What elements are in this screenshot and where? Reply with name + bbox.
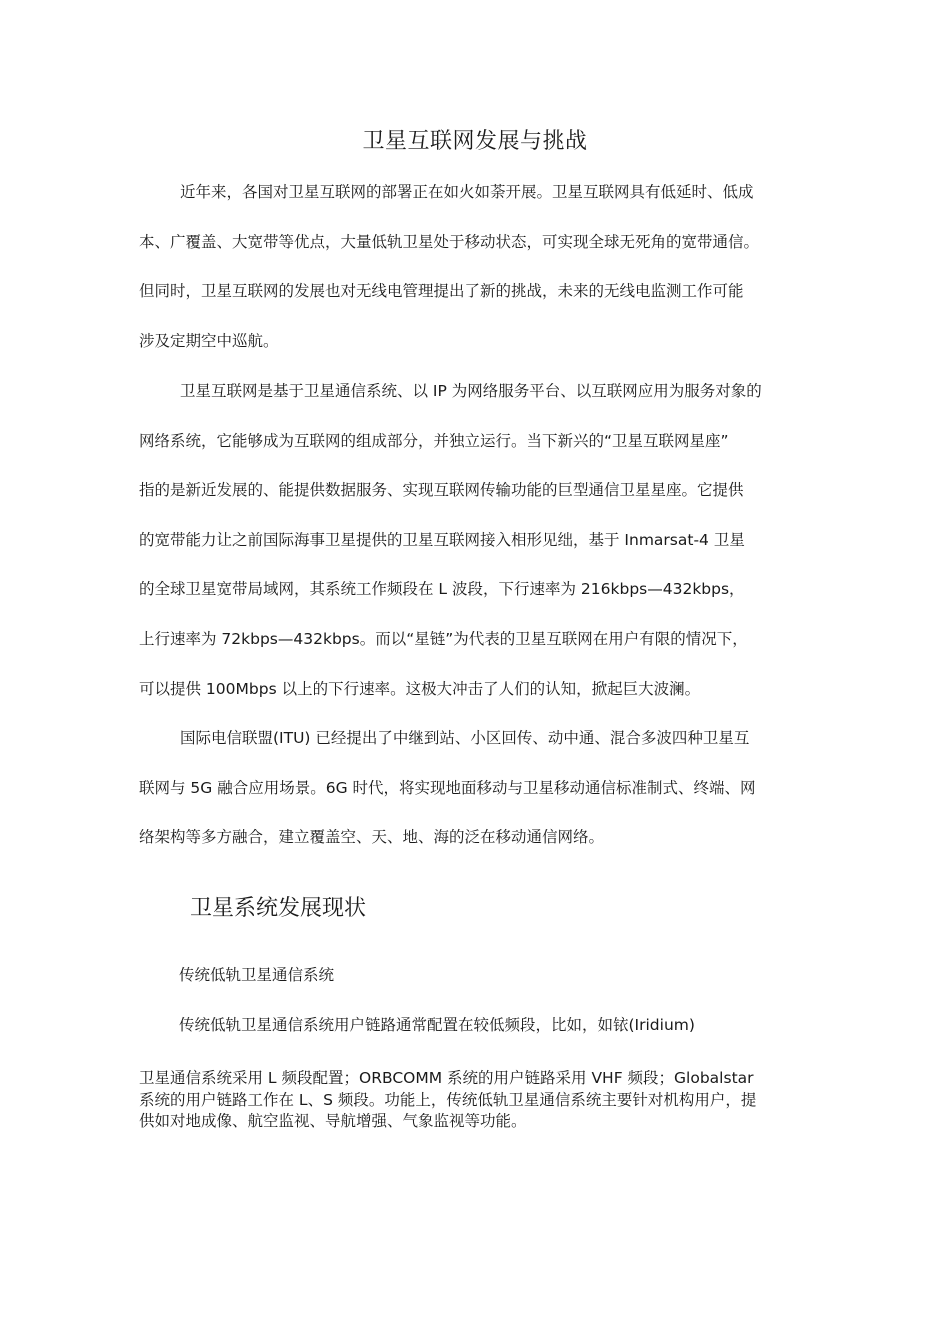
paragraph-line: 联网与 5G 融合应用场景。6G 时代，将实现地面移动与卫星移动通信标准制式、终端、网 bbox=[139, 778, 756, 797]
paragraph-line: 上行速率为 72kbps—432kbps。而以“星链”为代表的卫星互联网在用户有限的情况下， bbox=[139, 629, 748, 648]
intro-paragraph bbox=[139, 168, 829, 366]
section-heading: 卫星系统发展现状 bbox=[190, 896, 367, 921]
paragraph-line: 近年来，各国对卫星互联网的部署正在如火如荼开展。卫星互联网具有低延时、低成 bbox=[180, 183, 754, 201]
paragraph-line: 卫星互联网是基于卫星通信系统、以 IP 为网络服务平台、以互联网应用为服务对象的 bbox=[180, 382, 762, 400]
paragraph-line: 涉及定期空中巡航。 bbox=[139, 331, 279, 350]
paragraph-line: 但同时，卫星互联网的发展也对无线电管理提出了新的挑战，未来的无线电监测工作可能 bbox=[139, 282, 744, 301]
paragraph-line: 国际电信联盟(ITU) 已经提出了中继到站、小区回传、动中通、混合多波四种卫星互 bbox=[180, 729, 750, 747]
paragraph-line: 指的是新近发展的、能提供数据服务、实现互联网传输功能的巨型通信卫星星座。它提供 bbox=[139, 481, 744, 500]
section-paragraph bbox=[139, 1068, 819, 1133]
paragraph-line: 的宽带能力让之前国际海事卫星提供的卫星互联网接入相形见绌，基于 Inmarsat-4 卫星 bbox=[139, 530, 745, 549]
paragraph-line: 可以提供 100Mbps 以上的下行速率。这极大冲击了人们的认知，掀起巨大波澜。 bbox=[139, 679, 701, 698]
page-title: 卫星互联网发展与挑战 bbox=[362, 129, 588, 154]
paragraph-line: 网络系统，它能够成为互联网的组成部分，并独立运行。当下新兴的“卫星互联网星座” bbox=[139, 431, 729, 450]
paragraph-line: 络架构等多方融合，建立覆盖空、天、地、海的泛在移动通信网络。 bbox=[139, 828, 605, 847]
definition-paragraph bbox=[139, 367, 829, 714]
paragraph-line: 的全球卫星宽带局域网，其系统工作频段在 L 波段，下行速率为 216kbps—432kbps， bbox=[139, 580, 745, 599]
itu-paragraph bbox=[139, 714, 829, 863]
paragraph-line: 供如对地成像、航空监视、导航增强、气象监视等功能。 bbox=[139, 1112, 527, 1130]
paragraph-line: 卫星通信系统采用 L 频段配置；ORBCOMM 系统的用户链路采用 VHF 频段；Globalstar bbox=[139, 1069, 754, 1087]
paragraph-line: 本、广覆盖、大宽带等优点，大量低轨卫星处于移动状态，可实现全球无死角的宽带通信。 bbox=[139, 232, 760, 251]
section-paragraph-first-line: 传统低轨卫星通信系统用户链路通常配置在较低频段，比如，如铱(Iridium) bbox=[179, 1016, 695, 1034]
sub-heading: 传统低轨卫星通信系统 bbox=[179, 966, 335, 984]
paragraph-line: 系统的用户链路工作在 L、S 频段。功能上，传统低轨卫星通信系统主要针对机构用户，提 bbox=[139, 1090, 757, 1109]
